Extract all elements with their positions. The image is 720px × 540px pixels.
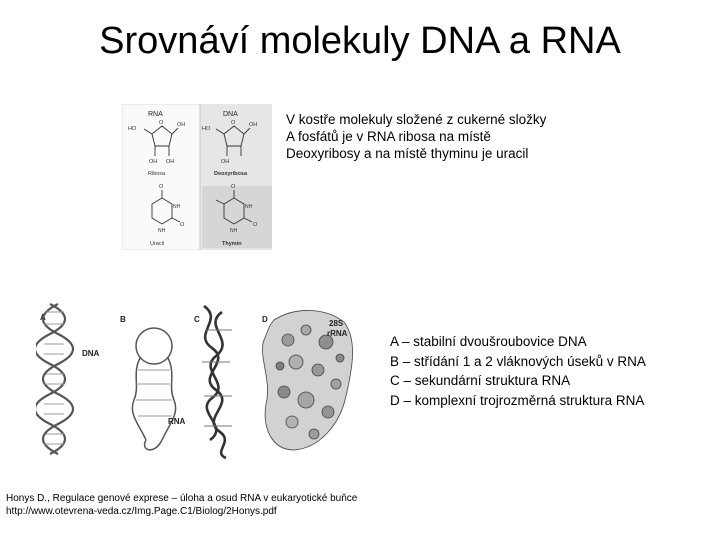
description-line-2: A fosfátů je v RNA ribosa na místě: [286, 129, 491, 144]
ho-label-deoxyribose: HO: [202, 126, 211, 132]
uracil-label: Uracil: [150, 241, 165, 247]
nh-label-thymine-2: NH: [230, 228, 238, 234]
reference-citation: [6, 492, 526, 518]
reference-author-title: Honys D., Regulace genové exprese – úloha a osud RNA v eukaryotické buňce: [6, 493, 358, 504]
nh-label-thymine-1: NH: [245, 204, 253, 210]
oh-label-deoxyribose: OH: [221, 159, 230, 165]
rna-stem-rungs: [136, 370, 172, 416]
ho-label-ribose: HO: [128, 126, 137, 132]
nucleic-acid-structures-figure: [36, 300, 360, 460]
legend-item-b: B – střídání 1 a 2 vláknových úseků v RNA: [390, 353, 646, 369]
rna-stem-loop: [132, 328, 175, 450]
o-label-uracil: O: [180, 222, 185, 228]
panel-b-label: B: [120, 315, 126, 324]
panel-d-label: D: [262, 315, 268, 324]
description-text: [286, 111, 706, 162]
description-line-1: V kostře molekuly složené z cukerné složky: [286, 112, 547, 127]
panel-c-label: C: [194, 315, 200, 324]
sugar-structures-figure: [122, 104, 272, 250]
oh-label-ribose-left: OH: [149, 159, 158, 165]
legend-item-d: D – komplexní trojrozměrná struktura RNA: [390, 392, 645, 408]
panel-a-label: A: [40, 313, 46, 322]
oh-label-ribose-top: OH: [177, 122, 186, 128]
slide-title: Srovnáví molekuly DNA a RNA: [99, 20, 621, 62]
structure-legend: [390, 332, 710, 410]
dna-double-helix: [36, 304, 73, 454]
legend-item-c: C – sekundární struktura RNA: [390, 373, 571, 388]
o-label-deoxyribose: O: [231, 120, 236, 126]
deoxyribose-label: Deoxyribosa: [214, 171, 248, 177]
o-label-thymine: O: [253, 222, 258, 228]
rna-header: RNA: [148, 111, 163, 118]
rrna-type-label: rRNA: [327, 329, 348, 338]
nh-label-uracil-2: NH: [158, 228, 166, 234]
ribose-label: Ribosa: [148, 171, 166, 177]
reference-url: http://www.otevrena-veda.cz/Img.Page.C1/Biolog/2Honys.pdf: [6, 506, 277, 517]
o-label-uracil-top: O: [159, 184, 164, 190]
o-label-thymine-top: O: [231, 184, 236, 190]
rna-secondary-structure: [204, 306, 226, 458]
o-label-ribose: O: [159, 120, 164, 126]
description-line-3: Deoxyribosy a na místě thyminu je uracil: [286, 146, 529, 161]
nh-label-uracil-1: NH: [173, 204, 181, 210]
legend-item-a: A – stabilní dvoušroubovice DNA: [390, 334, 587, 349]
rna-label: RNA: [168, 417, 186, 426]
oh-label-deoxyribose-top: OH: [249, 122, 258, 128]
rrna-size-label: 28S: [329, 319, 344, 328]
thymine-label: Thymin: [222, 241, 242, 247]
oh-label-ribose-right: OH: [166, 159, 175, 165]
dna-header: DNA: [223, 111, 238, 118]
dna-label: DNA: [82, 349, 100, 358]
